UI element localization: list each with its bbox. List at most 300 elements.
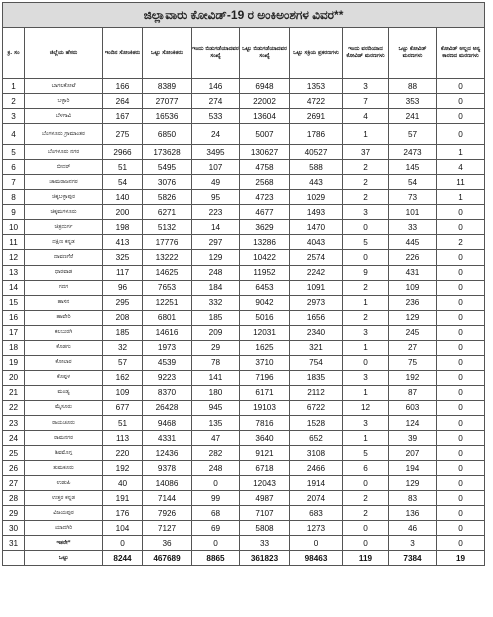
value-cell: 3710 xyxy=(240,355,290,370)
value-cell: 109 xyxy=(103,385,143,400)
value-cell: 19103 xyxy=(240,400,290,415)
value-cell: 2574 xyxy=(290,250,343,265)
district-name-cell: ಮಂಡ್ಯ xyxy=(25,385,103,400)
table-row xyxy=(3,124,485,145)
value-cell: 0 xyxy=(437,205,485,220)
value-cell: 7107 xyxy=(240,506,290,521)
district-name-cell: ತುಮಕೂರು xyxy=(25,461,103,476)
value-cell: 184 xyxy=(192,280,240,295)
value-cell: 24 xyxy=(192,124,240,145)
value-cell: 445 xyxy=(389,235,437,250)
value-cell: 4677 xyxy=(240,205,290,220)
value-cell: 73 xyxy=(389,190,437,205)
total-value-cell: 361823 xyxy=(240,551,290,566)
value-cell: 6722 xyxy=(290,400,343,415)
value-cell: 3 xyxy=(343,325,389,340)
serial-cell: 18 xyxy=(3,340,25,355)
value-cell: 6948 xyxy=(240,79,290,94)
value-cell: 5 xyxy=(343,446,389,461)
value-cell: 5016 xyxy=(240,310,290,325)
district-name-cell: ದಕ್ಷಿಣ ಕನ್ನಡ xyxy=(25,235,103,250)
table-row xyxy=(3,250,485,265)
value-cell: 11952 xyxy=(240,265,290,280)
value-cell: 13286 xyxy=(240,235,290,250)
value-cell: 1273 xyxy=(290,521,343,536)
value-cell: 223 xyxy=(192,205,240,220)
value-cell: 6 xyxy=(343,461,389,476)
table-row xyxy=(3,521,485,536)
value-cell: 129 xyxy=(192,250,240,265)
table-row xyxy=(3,280,485,295)
value-cell: 32 xyxy=(103,340,143,355)
district-covid-table xyxy=(2,2,485,566)
value-cell: 7 xyxy=(343,94,389,109)
value-cell: 2466 xyxy=(290,461,343,476)
value-cell: 8370 xyxy=(143,385,192,400)
value-cell: 2 xyxy=(343,491,389,506)
value-cell: 264 xyxy=(103,94,143,109)
value-cell: 68 xyxy=(192,506,240,521)
value-cell: 27 xyxy=(389,340,437,355)
value-cell: 129 xyxy=(389,476,437,491)
value-cell: 4 xyxy=(343,109,389,124)
value-cell: 40 xyxy=(103,476,143,491)
value-cell: 4539 xyxy=(143,355,192,370)
column-header: ಒಟ್ಟು ಸಕ್ರಿಯ ಪ್ರಕರಣಗಳು xyxy=(290,28,343,79)
value-cell: 99 xyxy=(192,491,240,506)
value-cell: 3 xyxy=(343,79,389,94)
value-cell: 12 xyxy=(343,400,389,415)
serial-cell: 1 xyxy=(3,79,25,94)
district-name-cell: ಇತರೇ* xyxy=(25,536,103,551)
value-cell: 167 xyxy=(103,109,143,124)
value-cell: 7653 xyxy=(143,280,192,295)
table-row xyxy=(3,310,485,325)
district-name-cell: ಬೆಳಗಾವಿ xyxy=(25,109,103,124)
value-cell: 282 xyxy=(192,446,240,461)
value-cell: 8389 xyxy=(143,79,192,94)
serial-cell: 22 xyxy=(3,400,25,415)
value-cell: 16536 xyxy=(143,109,192,124)
value-cell: 36 xyxy=(143,536,192,551)
table-row xyxy=(3,536,485,551)
value-cell: 46 xyxy=(389,521,437,536)
value-cell: 22002 xyxy=(240,94,290,109)
value-cell: 191 xyxy=(103,491,143,506)
serial-cell: 23 xyxy=(3,415,25,430)
table-row xyxy=(3,506,485,521)
value-cell: 14 xyxy=(192,220,240,235)
value-cell: 274 xyxy=(192,94,240,109)
value-cell: 78 xyxy=(192,355,240,370)
value-cell: 0 xyxy=(437,280,485,295)
value-cell: 5495 xyxy=(143,160,192,175)
value-cell: 275 xyxy=(103,124,143,145)
table-row xyxy=(3,265,485,280)
table-row xyxy=(3,205,485,220)
value-cell: 431 xyxy=(389,265,437,280)
district-name-cell: ಬೆಂಗಳೂರು ಗ್ರಾಮಾಂತರ xyxy=(25,124,103,145)
value-cell: 5007 xyxy=(240,124,290,145)
value-cell: 5826 xyxy=(143,190,192,205)
value-cell: 4987 xyxy=(240,491,290,506)
value-cell: 220 xyxy=(103,446,143,461)
value-cell: 146 xyxy=(192,79,240,94)
district-name-cell: ಯಾದಗಿರಿ xyxy=(25,521,103,536)
value-cell: 27077 xyxy=(143,94,192,109)
value-cell: 443 xyxy=(290,175,343,190)
total-value-cell: 98463 xyxy=(290,551,343,566)
district-name-cell: ಧಾರವಾಡ xyxy=(25,265,103,280)
total-value-cell: 19 xyxy=(437,551,485,566)
value-cell: 9468 xyxy=(143,415,192,430)
value-cell: 5 xyxy=(343,235,389,250)
value-cell: 6801 xyxy=(143,310,192,325)
column-header: ಜಿಲ್ಲೆಯ ಹೆಸರು xyxy=(25,28,103,79)
value-cell: 1470 xyxy=(290,220,343,235)
value-cell: 3 xyxy=(343,370,389,385)
value-cell: 3640 xyxy=(240,431,290,446)
value-cell: 1528 xyxy=(290,415,343,430)
value-cell: 109 xyxy=(389,280,437,295)
value-cell: 1 xyxy=(343,295,389,310)
table-row xyxy=(3,400,485,415)
value-cell: 332 xyxy=(192,295,240,310)
value-cell: 1 xyxy=(343,124,389,145)
value-cell: 173628 xyxy=(143,145,192,160)
district-name-cell: ಬಳ್ಳಾರಿ xyxy=(25,94,103,109)
value-cell: 677 xyxy=(103,400,143,415)
value-cell: 88 xyxy=(389,79,437,94)
value-cell: 5808 xyxy=(240,521,290,536)
value-cell: 0 xyxy=(437,521,485,536)
value-cell: 2074 xyxy=(290,491,343,506)
value-cell: 588 xyxy=(290,160,343,175)
value-cell: 248 xyxy=(192,265,240,280)
value-cell: 29 xyxy=(192,340,240,355)
value-cell: 1 xyxy=(437,145,485,160)
value-cell: 2 xyxy=(343,506,389,521)
value-cell: 0 xyxy=(437,109,485,124)
value-cell: 1 xyxy=(343,385,389,400)
value-cell: 0 xyxy=(437,79,485,94)
district-name-cell: ಕೊಪ್ಪಳ xyxy=(25,370,103,385)
value-cell: 683 xyxy=(290,506,343,521)
value-cell: 321 xyxy=(290,340,343,355)
table-title: ಜಿಲ್ಲಾವಾರು ಕೋವಿಡ್-19 ರ ಅಂಕಿಅಂಶಗಳ ವಿವರ** xyxy=(3,3,485,28)
district-name-cell: ಚಾಮರಾಜನಗರ xyxy=(25,175,103,190)
district-name-cell: ವಿಜಯಪುರ xyxy=(25,506,103,521)
table-row xyxy=(3,190,485,205)
value-cell: 96 xyxy=(103,280,143,295)
total-label: ಒಟ್ಟು xyxy=(25,551,103,566)
value-cell: 194 xyxy=(389,461,437,476)
value-cell: 130627 xyxy=(240,145,290,160)
column-header: ಕೋವಿಡ್ ಅಲ್ಲದ ಅನ್ಯ ಕಾರಣದ ಮರಣಗಳು xyxy=(437,28,485,79)
value-cell: 0 xyxy=(437,355,485,370)
value-cell: 104 xyxy=(103,521,143,536)
value-cell: 9042 xyxy=(240,295,290,310)
value-cell: 1625 xyxy=(240,340,290,355)
value-cell: 1914 xyxy=(290,476,343,491)
table-row xyxy=(3,145,485,160)
total-value-cell: 7384 xyxy=(389,551,437,566)
value-cell: 0 xyxy=(437,415,485,430)
value-cell: 5132 xyxy=(143,220,192,235)
value-cell: 11 xyxy=(437,175,485,190)
value-cell: 136 xyxy=(389,506,437,521)
serial-cell: 17 xyxy=(3,325,25,340)
value-cell: 57 xyxy=(389,124,437,145)
serial-cell: 29 xyxy=(3,506,25,521)
value-cell: 0 xyxy=(437,325,485,340)
value-cell: 200 xyxy=(103,205,143,220)
value-cell: 2473 xyxy=(389,145,437,160)
value-cell: 652 xyxy=(290,431,343,446)
district-name-cell: ಉಡುಪಿ xyxy=(25,476,103,491)
table-row xyxy=(3,79,485,94)
serial-cell: 3 xyxy=(3,109,25,124)
value-cell: 83 xyxy=(389,491,437,506)
serial-cell: 9 xyxy=(3,205,25,220)
value-cell: 0 xyxy=(437,461,485,476)
value-cell: 1835 xyxy=(290,370,343,385)
value-cell: 2242 xyxy=(290,265,343,280)
value-cell: 3495 xyxy=(192,145,240,160)
value-cell: 0 xyxy=(290,536,343,551)
total-value-cell: 8244 xyxy=(103,551,143,566)
value-cell: 198 xyxy=(103,220,143,235)
district-name-cell: ಚಿಕ್ಕಮಗಳೂರು xyxy=(25,205,103,220)
serial-cell: 14 xyxy=(3,280,25,295)
district-name-cell: ಉತ್ತರ ಕನ್ನಡ xyxy=(25,491,103,506)
serial-cell: 15 xyxy=(3,295,25,310)
value-cell: 245 xyxy=(389,325,437,340)
value-cell: 2 xyxy=(343,310,389,325)
value-cell: 1 xyxy=(343,340,389,355)
value-cell: 6718 xyxy=(240,461,290,476)
value-cell: 4722 xyxy=(290,94,343,109)
value-cell: 185 xyxy=(192,310,240,325)
table-row xyxy=(3,94,485,109)
table-row xyxy=(3,160,485,175)
value-cell: 2568 xyxy=(240,175,290,190)
value-cell: 6271 xyxy=(143,205,192,220)
value-cell: 40527 xyxy=(290,145,343,160)
value-cell: 0 xyxy=(437,536,485,551)
value-cell: 0 xyxy=(437,94,485,109)
serial-cell: 12 xyxy=(3,250,25,265)
value-cell: 1 xyxy=(437,190,485,205)
value-cell: 0 xyxy=(437,310,485,325)
value-cell: 3 xyxy=(389,536,437,551)
value-cell: 2 xyxy=(437,235,485,250)
value-cell: 1656 xyxy=(290,310,343,325)
serial-cell: 21 xyxy=(3,385,25,400)
district-name-cell: ಹಾವೇರಿ xyxy=(25,310,103,325)
table-row xyxy=(3,476,485,491)
value-cell: 3076 xyxy=(143,175,192,190)
value-cell: 1029 xyxy=(290,190,343,205)
value-cell: 2691 xyxy=(290,109,343,124)
value-cell: 208 xyxy=(103,310,143,325)
value-cell: 7144 xyxy=(143,491,192,506)
value-cell: 0 xyxy=(343,250,389,265)
value-cell: 54 xyxy=(103,175,143,190)
value-cell: 192 xyxy=(389,370,437,385)
value-cell: 4043 xyxy=(290,235,343,250)
value-cell: 0 xyxy=(343,536,389,551)
value-cell: 3 xyxy=(343,205,389,220)
column-header: ಕ್ರ. ಸಂ xyxy=(3,28,25,79)
value-cell: 236 xyxy=(389,295,437,310)
value-cell: 295 xyxy=(103,295,143,310)
value-cell: 9 xyxy=(343,265,389,280)
value-cell: 7196 xyxy=(240,370,290,385)
value-cell: 353 xyxy=(389,94,437,109)
serial-cell: 10 xyxy=(3,220,25,235)
value-cell: 0 xyxy=(343,220,389,235)
value-cell: 101 xyxy=(389,205,437,220)
district-name-cell: ಬೆಂಗಳೂರು ನಗರ xyxy=(25,145,103,160)
value-cell: 207 xyxy=(389,446,437,461)
value-cell: 0 xyxy=(192,536,240,551)
value-cell: 0 xyxy=(343,476,389,491)
value-cell: 176 xyxy=(103,506,143,521)
serial-cell: 4 xyxy=(3,124,25,145)
value-cell: 248 xyxy=(192,461,240,476)
value-cell: 2340 xyxy=(290,325,343,340)
value-cell: 9223 xyxy=(143,370,192,385)
value-cell: 13604 xyxy=(240,109,290,124)
value-cell: 140 xyxy=(103,190,143,205)
district-name-cell: ಗದಗ xyxy=(25,280,103,295)
value-cell: 1 xyxy=(343,431,389,446)
total-row xyxy=(3,551,485,566)
serial-cell: 27 xyxy=(3,476,25,491)
table-row xyxy=(3,491,485,506)
total-value-cell: 119 xyxy=(343,551,389,566)
value-cell: 241 xyxy=(389,109,437,124)
serial-cell: 25 xyxy=(3,446,25,461)
value-cell: 7926 xyxy=(143,506,192,521)
serial-cell: 11 xyxy=(3,235,25,250)
table-row xyxy=(3,446,485,461)
value-cell: 39 xyxy=(389,431,437,446)
value-cell: 14616 xyxy=(143,325,192,340)
value-cell: 2973 xyxy=(290,295,343,310)
value-cell: 0 xyxy=(103,536,143,551)
value-cell: 0 xyxy=(437,385,485,400)
value-cell: 754 xyxy=(290,355,343,370)
value-cell: 6850 xyxy=(143,124,192,145)
column-header: ಒಟ್ಟು ಬಿಡುಗಡೆಯಾದವರ ಸಂಖ್ಯೆ xyxy=(240,28,290,79)
table-row xyxy=(3,340,485,355)
value-cell: 26428 xyxy=(143,400,192,415)
table-row xyxy=(3,385,485,400)
value-cell: 413 xyxy=(103,235,143,250)
serial-cell: 6 xyxy=(3,160,25,175)
value-cell: 0 xyxy=(437,431,485,446)
value-cell: 4723 xyxy=(240,190,290,205)
table-row xyxy=(3,355,485,370)
value-cell: 6453 xyxy=(240,280,290,295)
value-cell: 297 xyxy=(192,235,240,250)
total-value-cell: 467689 xyxy=(143,551,192,566)
district-name-cell: ಮೈಸೂರು xyxy=(25,400,103,415)
district-name-cell: ಶಿವಮೊಗ್ಗ xyxy=(25,446,103,461)
value-cell: 185 xyxy=(103,325,143,340)
table-row xyxy=(3,415,485,430)
value-cell: 0 xyxy=(437,295,485,310)
serial-cell: 13 xyxy=(3,265,25,280)
value-cell: 6171 xyxy=(240,385,290,400)
value-cell: 1786 xyxy=(290,124,343,145)
district-name-cell: ರಾಮನಗರ xyxy=(25,431,103,446)
value-cell: 12031 xyxy=(240,325,290,340)
district-name-cell: ಬೀದರ್ xyxy=(25,160,103,175)
value-cell: 69 xyxy=(192,521,240,536)
value-cell: 135 xyxy=(192,415,240,430)
serial-cell: 2 xyxy=(3,94,25,109)
table-row xyxy=(3,295,485,310)
value-cell: 37 xyxy=(343,145,389,160)
value-cell: 0 xyxy=(192,476,240,491)
value-cell: 4 xyxy=(437,160,485,175)
value-cell: 124 xyxy=(389,415,437,430)
table-row xyxy=(3,175,485,190)
value-cell: 51 xyxy=(103,160,143,175)
value-cell: 0 xyxy=(437,340,485,355)
serial-cell: 19 xyxy=(3,355,25,370)
serial-cell: 8 xyxy=(3,190,25,205)
district-name-cell: ಕಲಬುರಗಿ xyxy=(25,325,103,340)
value-cell: 12251 xyxy=(143,295,192,310)
district-name-cell: ರಾಯಚೂರು xyxy=(25,415,103,430)
column-header: ಒಟ್ಟು ಸೋಂಕಿತರು xyxy=(143,28,192,79)
value-cell: 0 xyxy=(343,521,389,536)
value-cell: 14086 xyxy=(143,476,192,491)
district-covid-table-container xyxy=(2,2,484,566)
column-header: ಇಂದು ಬಿಡುಗಡೆಯಾದವರ ಸಂಖ್ಯೆ xyxy=(192,28,240,79)
value-cell: 4758 xyxy=(240,160,290,175)
table-row xyxy=(3,461,485,476)
value-cell: 54 xyxy=(389,175,437,190)
serial-cell: 28 xyxy=(3,491,25,506)
value-cell: 0 xyxy=(437,370,485,385)
value-cell: 2 xyxy=(343,160,389,175)
value-cell: 51 xyxy=(103,415,143,430)
value-cell: 209 xyxy=(192,325,240,340)
value-cell: 49 xyxy=(192,175,240,190)
serial-cell: 16 xyxy=(3,310,25,325)
value-cell: 7127 xyxy=(143,521,192,536)
value-cell: 75 xyxy=(389,355,437,370)
value-cell: 0 xyxy=(437,506,485,521)
value-cell: 603 xyxy=(389,400,437,415)
total-value-cell xyxy=(3,551,25,566)
value-cell: 3629 xyxy=(240,220,290,235)
table-body xyxy=(3,79,485,566)
table-row xyxy=(3,235,485,250)
value-cell: 9378 xyxy=(143,461,192,476)
value-cell: 3108 xyxy=(290,446,343,461)
value-cell: 0 xyxy=(437,491,485,506)
value-cell: 13222 xyxy=(143,250,192,265)
table-row xyxy=(3,431,485,446)
serial-cell: 26 xyxy=(3,461,25,476)
value-cell: 0 xyxy=(343,355,389,370)
